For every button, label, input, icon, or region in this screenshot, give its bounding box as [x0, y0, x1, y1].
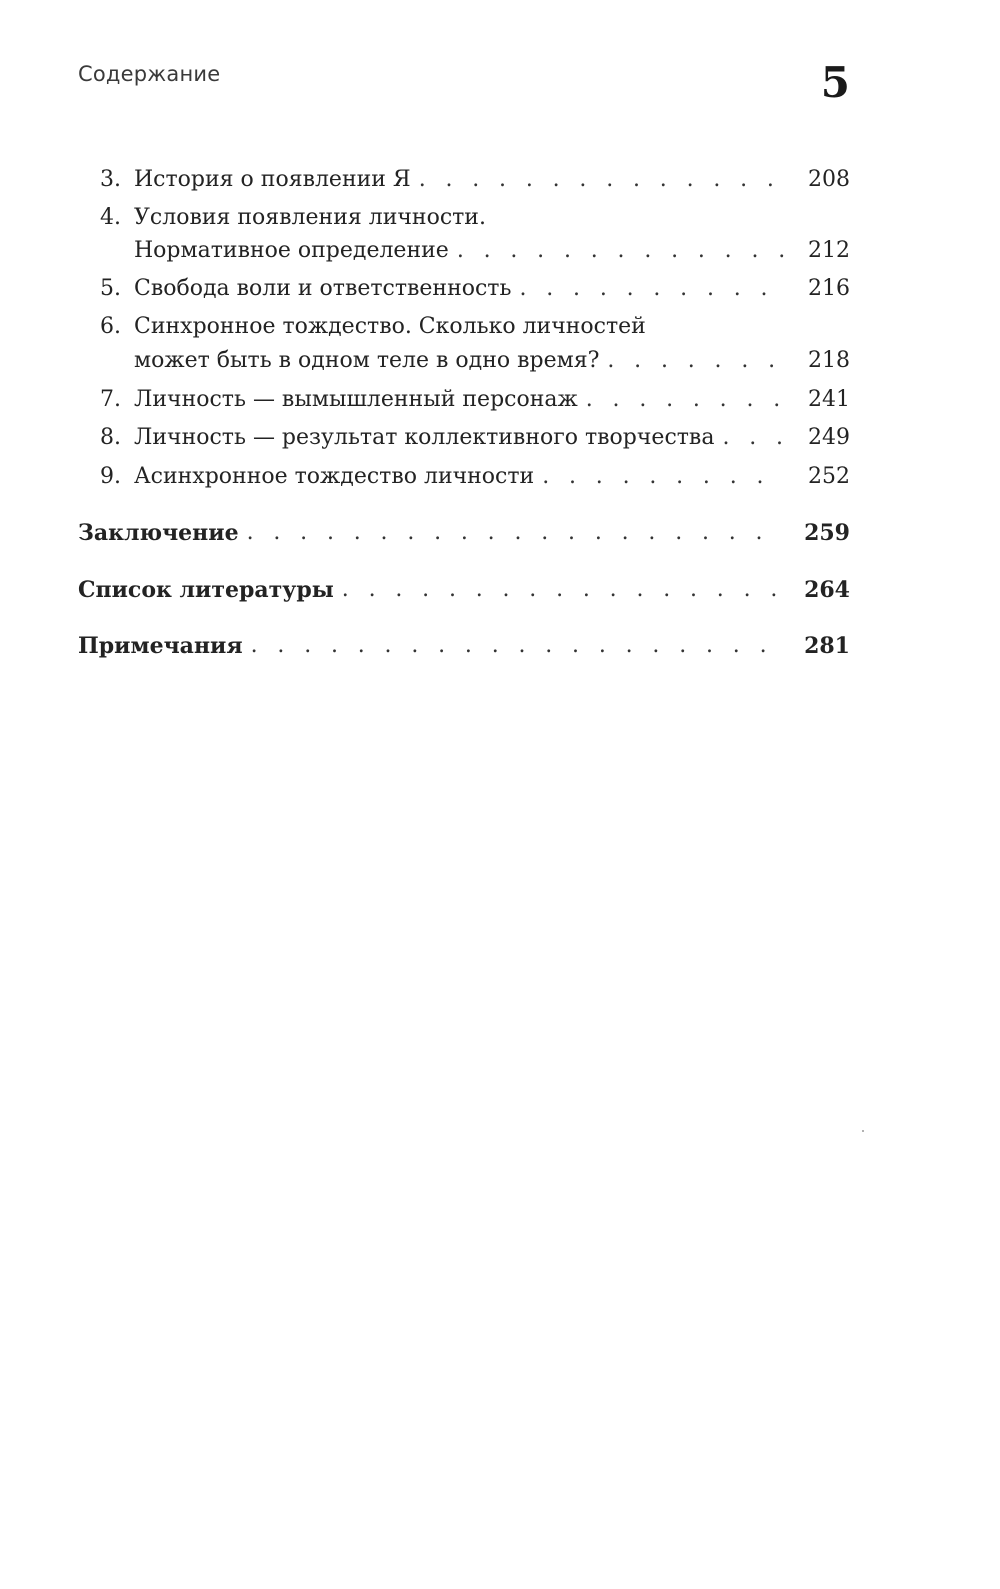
dot-leader — [419, 162, 784, 198]
paper-speck — [862, 1130, 864, 1132]
toc-entry-3[interactable] — [78, 162, 850, 198]
toc-entry-page: 218 — [808, 348, 850, 373]
dot-leader — [519, 271, 784, 307]
toc-entry-title: Личность — вымышленный персонаж — [134, 387, 578, 412]
toc-entry-title: Личность — результат коллективного творчества — [134, 425, 715, 450]
toc-entry-number: 9. — [100, 464, 121, 489]
toc-section-title: Список литературы — [78, 577, 334, 603]
toc-entry-9[interactable] — [78, 459, 850, 495]
toc-section-title: Заключение — [78, 520, 239, 546]
toc-entry-number: 3. — [100, 167, 121, 192]
toc-entry-page: 216 — [808, 276, 850, 301]
dot-leader — [247, 515, 782, 551]
toc-entry-title: Условия появления личности. — [134, 205, 486, 230]
dot-leader — [542, 459, 784, 495]
toc-entry-number: 7. — [100, 387, 121, 412]
toc-entry-7[interactable] — [78, 382, 850, 418]
toc-entry-number: 5. — [100, 276, 121, 301]
toc-entry-title-continued: Нормативное определение — [134, 238, 449, 263]
toc-entry-page: 241 — [808, 387, 850, 412]
toc-entry-title-continued: может быть в одном теле в одно время? — [134, 348, 600, 373]
dot-leader — [342, 572, 782, 608]
toc-entry-page: 252 — [808, 464, 850, 489]
dot-leader — [251, 628, 782, 664]
toc-entry-title: Свобода воли и ответственность — [134, 276, 512, 301]
toc-entry-8[interactable] — [78, 420, 850, 456]
toc-section-title: Примечания — [78, 633, 243, 659]
toc-entry-title: Асинхронное тождество личности — [134, 464, 535, 489]
toc-entry-4-line-1[interactable] — [78, 200, 850, 236]
toc-entry-number: 6. — [100, 314, 121, 339]
dot-leader — [457, 233, 784, 269]
toc-entry-6-line-1[interactable] — [78, 309, 850, 345]
toc-entry-title: Синхронное тождество. Сколько личностей — [134, 314, 646, 339]
toc-entry-page: 249 — [808, 425, 850, 450]
toc-entry-6-line-2[interactable] — [78, 343, 850, 379]
toc-entry-number: 4. — [100, 205, 121, 230]
toc-section-page: 264 — [804, 577, 850, 603]
toc-section-conclusion[interactable] — [78, 515, 850, 551]
toc-entry-page: 208 — [808, 167, 850, 192]
dot-leader — [607, 343, 784, 379]
toc-entry-page: 212 — [808, 238, 850, 263]
toc-section-bibliography[interactable] — [78, 572, 850, 608]
dot-leader — [586, 382, 784, 418]
toc-section-page: 259 — [804, 520, 850, 546]
toc-entry-number: 8. — [100, 425, 121, 450]
toc-section-page: 281 — [804, 633, 850, 659]
running-header: Содержание — [78, 62, 221, 86]
toc-entry-title: История о появлении Я — [134, 167, 411, 192]
dot-leader — [722, 420, 784, 456]
toc-entry-4-line-2[interactable] — [78, 233, 850, 269]
page-number: 5 — [820, 58, 850, 107]
toc-section-notes[interactable] — [78, 628, 850, 664]
toc-entry-5[interactable] — [78, 271, 850, 307]
